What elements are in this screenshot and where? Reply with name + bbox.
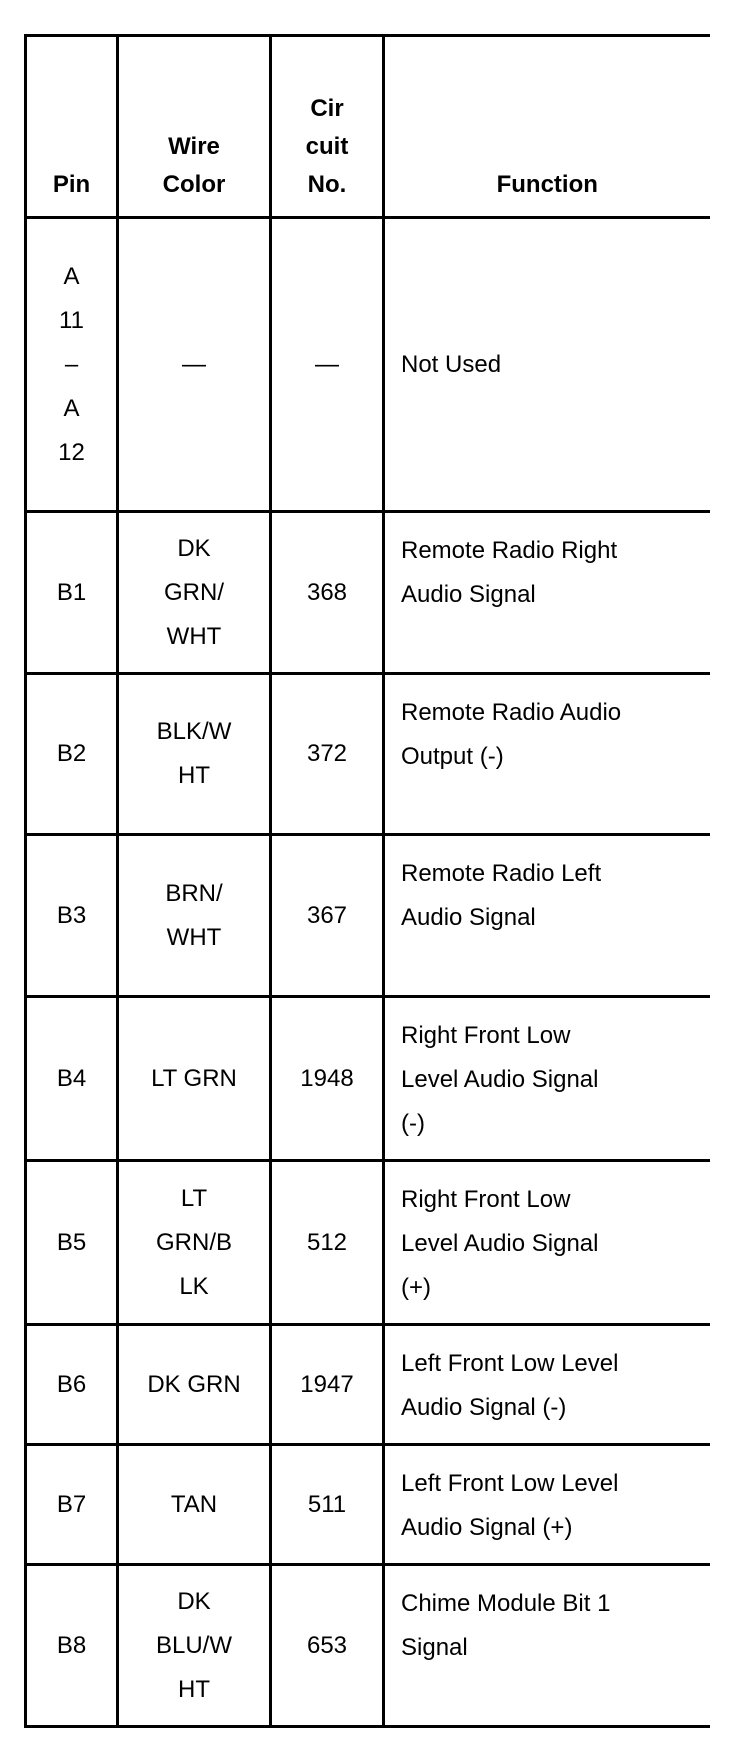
pin-cell: B7 [26, 1445, 118, 1565]
circuit-no-cell: 1948 [271, 997, 384, 1161]
wire-color-cell: DK GRN [118, 1325, 271, 1445]
function-cell: Left Front Low Level Audio Signal (+) [384, 1445, 710, 1565]
header-function: Function [384, 36, 710, 218]
function-cell: Chime Module Bit 1 Signal [384, 1565, 710, 1727]
table-row [26, 1161, 710, 1325]
function-cell: Not Used [384, 218, 710, 512]
wire-color-cell: BRN/ WHT [118, 835, 271, 997]
pin-cell: B1 [26, 512, 118, 674]
header-row [26, 36, 710, 218]
pin-cell: B8 [26, 1565, 118, 1727]
pin-cell: B5 [26, 1161, 118, 1325]
circuit-no-cell: 367 [271, 835, 384, 997]
circuit-no-cell: 1947 [271, 1325, 384, 1445]
table-row [26, 512, 710, 674]
circuit-no-cell: 653 [271, 1565, 384, 1727]
table-row [26, 1325, 710, 1445]
pin-cell: B2 [26, 674, 118, 835]
function-cell: Right Front Low Level Audio Signal (+) [384, 1161, 710, 1325]
table-row [26, 835, 710, 997]
pin-cell: B4 [26, 997, 118, 1161]
wire-color-cell: LT GRN/B LK [118, 1161, 271, 1325]
pin-cell: A 11 – A 12 [26, 218, 118, 512]
wire-color-cell: DK GRN/ WHT [118, 512, 271, 674]
table-row [26, 1445, 710, 1565]
wire-color-cell: — [118, 218, 271, 512]
connector-pinout-table [24, 34, 710, 1728]
wire-color-cell: DK BLU/W HT [118, 1565, 271, 1727]
header-circuit-no: Cir cuit No. [271, 36, 384, 218]
circuit-no-cell: — [271, 218, 384, 512]
circuit-no-cell: 368 [271, 512, 384, 674]
pin-cell: B3 [26, 835, 118, 997]
table-row [26, 674, 710, 835]
table-row [26, 218, 710, 512]
circuit-no-cell: 512 [271, 1161, 384, 1325]
header-wire-color: Wire Color [118, 36, 271, 218]
pin-cell: B6 [26, 1325, 118, 1445]
wire-color-cell: BLK/W HT [118, 674, 271, 835]
table-row [26, 1565, 710, 1727]
table-row [26, 997, 710, 1161]
wire-color-cell: TAN [118, 1445, 271, 1565]
function-cell: Remote Radio Left Audio Signal [384, 835, 710, 997]
circuit-no-cell: 372 [271, 674, 384, 835]
function-cell: Remote Radio Right Audio Signal [384, 512, 710, 674]
header-pin: Pin [26, 36, 118, 218]
function-cell: Left Front Low Level Audio Signal (-) [384, 1325, 710, 1445]
function-cell: Right Front Low Level Audio Signal (-) [384, 997, 710, 1161]
function-cell: Remote Radio Audio Output (-) [384, 674, 710, 835]
circuit-no-cell: 511 [271, 1445, 384, 1565]
wire-color-cell: LT GRN [118, 997, 271, 1161]
